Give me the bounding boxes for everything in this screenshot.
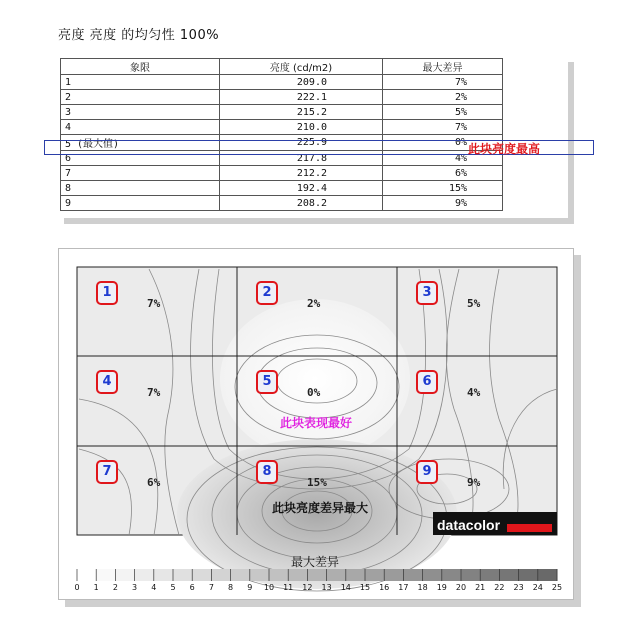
zone-diff-value: 15% [307, 476, 327, 489]
legend-segment [384, 569, 404, 581]
zone-cell: 2 [61, 90, 220, 105]
legend-segment [365, 569, 385, 581]
zone-diff-value: 7% [147, 386, 161, 399]
zone-cell: 1 [61, 75, 220, 90]
legend-segment [307, 569, 327, 581]
zone-badge: 4 [96, 370, 118, 394]
diff-cell: 7% [383, 120, 503, 135]
zone-diff-value: 0% [307, 386, 321, 399]
zone-cell: 4 [61, 120, 220, 135]
table-header-row [61, 59, 503, 75]
legend-tick-label: 0 [74, 583, 80, 592]
legend-segment [288, 569, 308, 581]
brightness-cell: 210.0 [220, 120, 383, 135]
best-zone-note: 此块表现最好 [280, 416, 353, 430]
legend-tick-label: 9 [247, 583, 253, 592]
legend-tick-label: 12 [302, 583, 313, 592]
brightness-cell: 192.4 [220, 181, 383, 196]
diff-cell: 7% [383, 75, 503, 90]
legend-segment [154, 569, 174, 581]
legend-segment [442, 569, 462, 581]
zone-badge: 9 [416, 460, 438, 484]
diff-cell: 6% [383, 166, 503, 181]
legend-segment [211, 569, 231, 581]
legend-segment [96, 569, 116, 581]
legend-segment [519, 569, 539, 581]
zone-diff-value: 6% [147, 476, 161, 489]
table-row [61, 166, 503, 181]
legend-tick-label: 4 [151, 583, 157, 592]
diff-cell: 9% [383, 196, 503, 211]
legend-segment [250, 569, 270, 581]
zone-diff-value: 7% [147, 297, 161, 310]
brightness-table-panel [58, 56, 568, 218]
legend-segment [115, 569, 135, 581]
diff-cell: 15% [383, 181, 503, 196]
legend-tick-label: 25 [551, 583, 563, 592]
brightness-cell: 208.2 [220, 196, 383, 211]
zone-badge: 2 [256, 281, 278, 305]
header-diff: 最大差异 [383, 59, 503, 75]
legend-tick-label: 20 [455, 583, 467, 592]
page-title: 亮度 亮度 的均匀性 100% [58, 28, 220, 43]
table-row [61, 90, 503, 105]
legend-gradient-bar [77, 569, 558, 581]
zone-cell: 3 [61, 105, 220, 120]
legend-tick-label: 1 [93, 583, 99, 592]
legend-segment [480, 569, 500, 581]
brightness-cell: 222.1 [220, 90, 383, 105]
legend-tick-label: 7 [208, 583, 214, 592]
datacolor-logo: datacolor [437, 517, 501, 533]
legend-segment [77, 569, 97, 581]
legend-tick-label: 19 [436, 583, 447, 592]
table-row [61, 181, 503, 196]
legend-tick-label: 10 [263, 583, 275, 592]
legend-segment [403, 569, 423, 581]
brightness-cell: 215.2 [220, 105, 383, 120]
uniformity-map [58, 248, 574, 600]
legend-tick-label: 23 [513, 583, 524, 592]
zone-badge: 3 [416, 281, 438, 305]
brightness-cell: 225.9 [220, 135, 383, 151]
table-row [61, 75, 503, 90]
legend-segment [231, 569, 251, 581]
header-zone: 象限 [61, 59, 220, 75]
legend-tick-label: 18 [417, 583, 428, 592]
diff-cell: 5% [383, 105, 503, 120]
legend-tick-label: 24 [532, 583, 543, 592]
legend-segment [423, 569, 443, 581]
zone-diff-value: 2% [307, 297, 321, 310]
zone-badge: 1 [96, 281, 118, 305]
highlight-note: 此块亮度最高 [468, 142, 541, 156]
legend-tick-label: 2 [112, 583, 118, 592]
zone-badge: 6 [416, 370, 438, 394]
zone-diff-value: 4% [467, 386, 481, 399]
zone-badge: 8 [256, 460, 278, 484]
worst-zone-note: 此块亮度差异最大 [272, 501, 369, 515]
legend-tick-label: 3 [132, 583, 138, 592]
legend-tick-label: 21 [475, 583, 486, 592]
legend-segment [346, 569, 366, 581]
diff-cell: 4% [383, 151, 503, 166]
legend-segment [135, 569, 155, 581]
zone-diff-value: 9% [467, 476, 481, 489]
legend-segment [327, 569, 347, 581]
brightness-cell: 212.2 [220, 166, 383, 181]
brightness-cell: 217.8 [220, 151, 383, 166]
legend-tick-label: 6 [189, 583, 195, 592]
legend-tick-label: 14 [340, 583, 351, 592]
table-row [61, 196, 503, 211]
diff-cell: 0% [383, 135, 503, 151]
legend-segment [173, 569, 193, 581]
table-row [61, 120, 503, 135]
legend-title: 最大差异 [291, 555, 340, 569]
zone-cell: 5 (最大值) [61, 135, 220, 151]
datacolor-logo-bar [507, 524, 552, 532]
legend-tick-label: 5 [170, 583, 176, 592]
zone-cell: 7 [61, 166, 220, 181]
brightness-cell: 209.0 [220, 75, 383, 90]
brightness-table [60, 58, 503, 211]
legend-tick-label: 17 [398, 583, 409, 592]
legend-tick-label: 22 [494, 583, 505, 592]
table-row [61, 105, 503, 120]
zone-cell: 6 [61, 151, 220, 166]
legend-tick-label: 15 [359, 583, 371, 592]
legend-segment [269, 569, 289, 581]
zone-cell: 9 [61, 196, 220, 211]
legend-segment [461, 569, 481, 581]
zone-diff-value: 5% [467, 297, 481, 310]
zone-badge: 7 [96, 460, 118, 484]
legend-segment [192, 569, 212, 581]
legend-tick-label: 16 [379, 583, 390, 592]
legend-tick-label: 13 [321, 583, 332, 592]
zone-cell: 8 [61, 181, 220, 196]
legend-tick-label: 11 [283, 583, 294, 592]
diff-cell: 2% [383, 90, 503, 105]
legend-tick-label: 8 [228, 583, 234, 592]
legend-segment [499, 569, 519, 581]
legend-segment [538, 569, 558, 581]
zone-badge: 5 [256, 370, 278, 394]
header-brightness: 亮度 (cd/m2) [220, 59, 383, 75]
